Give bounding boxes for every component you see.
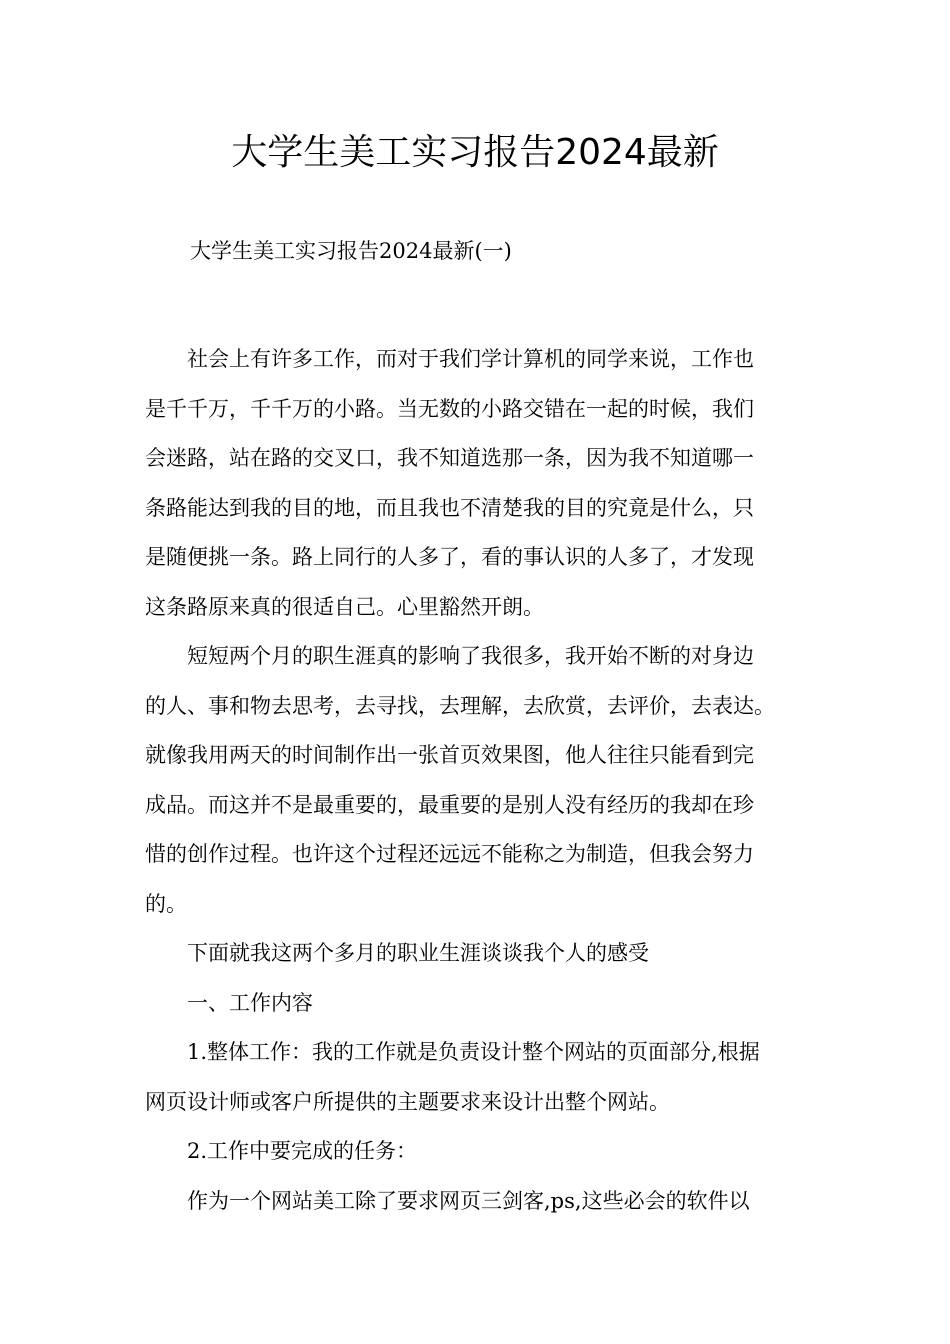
- text-line: 是千千万，千千万的小路。当无数的小路交错在一起的时候，我们: [145, 396, 754, 421]
- text-line: 是随便挑一条。路上同行的人多了，看的事认识的人多了，才发现: [145, 545, 754, 569]
- text-line: 会迷路，站在路的交叉口，我不知道选那一条，因为我不知道哪一: [145, 446, 754, 470]
- text-line: 条路能达到我的目的地，而且我也不清楚我的目的究竟是什么，只: [145, 495, 754, 520]
- text-line: 1.整体工作：我的工作就是负责设计整个网站的页面部分,根据: [187, 1040, 760, 1064]
- text-line: 作为一个网站美工除了要求网页三剑客,ps,这些必会的软件以: [187, 1188, 750, 1213]
- text-line: 的人、事和物去思考，去寻找，去理解，去欣赏，去评价，去表达。: [145, 693, 775, 718]
- text-line: 网页设计师或客户所提供的主题要求来设计出整个网站。: [145, 1089, 670, 1114]
- document-subtitle: 大学生美工实习报告2024最新(一): [190, 239, 512, 263]
- text-line: 短短两个月的职生涯真的影响了我很多，我开始不断的对身边: [187, 644, 754, 668]
- paragraph: [145, 335, 813, 632]
- document-title: 大学生美工实习报告2024最新: [231, 132, 719, 173]
- document-body: [145, 335, 813, 1226]
- text-line: 就像我用两天的时间制作出一张首页效果图，他人往往只能看到完: [145, 743, 754, 767]
- paragraph: [145, 632, 813, 929]
- text-line: 成品。而这并不是最重要的，最重要的是别人没有经历的我却在珍: [145, 792, 754, 817]
- text-line: 这条路原来真的很适自己。心里豁然开朗。: [145, 594, 544, 619]
- paragraph: [145, 1177, 813, 1227]
- paragraph: [145, 1127, 813, 1177]
- paragraph: [145, 1028, 813, 1127]
- text-line: 一、工作内容: [187, 990, 313, 1015]
- text-line: 下面就我这两个多月的职业生涯谈谈我个人的感受: [187, 941, 649, 965]
- text-line: 的。: [145, 891, 187, 916]
- text-line: 惜的创作过程。也许这个过程还远远不能称之为制造，但我会努力: [145, 842, 754, 866]
- section-heading: [145, 979, 813, 1029]
- text-line: 社会上有许多工作，而对于我们学计算机的同学来说，工作也: [187, 347, 754, 371]
- paragraph: [145, 929, 813, 979]
- text-line: 2.工作中要完成的任务：: [187, 1139, 418, 1163]
